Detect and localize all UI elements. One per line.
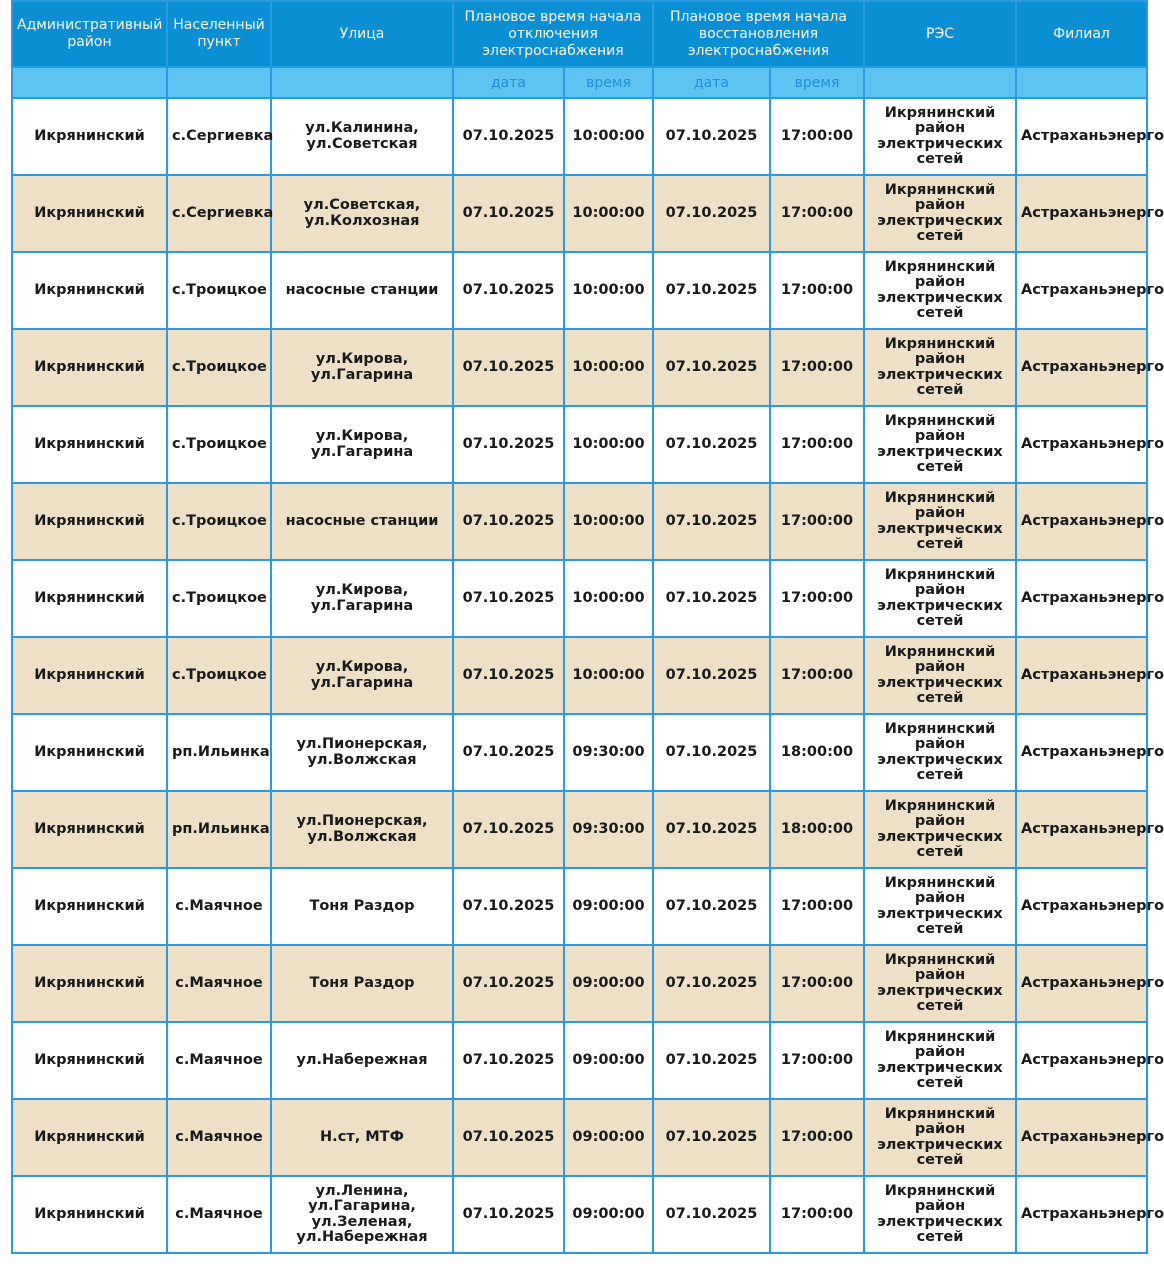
subheader-on-date: дата — [653, 67, 770, 98]
table-row — [12, 637, 1147, 714]
subheader-empty — [864, 67, 1016, 98]
cell-district: Икрянинский — [12, 714, 167, 791]
cell-district: Икрянинский — [12, 175, 167, 252]
cell-on-time: 18:00:00 — [770, 791, 864, 868]
cell-district: Икрянинский — [12, 329, 167, 406]
cell-on-date: 07.10.2025 — [653, 1099, 770, 1176]
subheader-row — [12, 67, 1147, 98]
cell-off-time: 09:30:00 — [564, 791, 653, 868]
subheader-off-date: дата — [453, 67, 564, 98]
table-row — [12, 329, 1147, 406]
cell-street: ул.Набережная — [271, 1022, 453, 1099]
cell-off-date: 07.10.2025 — [453, 714, 564, 791]
cell-off-date: 07.10.2025 — [453, 175, 564, 252]
cell-off-time: 09:00:00 — [564, 868, 653, 945]
cell-branch: Астраханьэнерго — [1016, 175, 1147, 252]
cell-district: Икрянинский — [12, 637, 167, 714]
cell-district: Икрянинский — [12, 252, 167, 329]
cell-off-time: 10:00:00 — [564, 329, 653, 406]
cell-street: ул.Кирова, ул.Гагарина — [271, 406, 453, 483]
cell-on-time: 17:00:00 — [770, 175, 864, 252]
cell-branch: Астраханьэнерго — [1016, 945, 1147, 1022]
cell-street: Тоня Раздор — [271, 868, 453, 945]
col-header-district: Административный район — [12, 1, 167, 67]
cell-locality: с.Троицкое — [167, 483, 271, 560]
cell-street: Тоня Раздор — [271, 945, 453, 1022]
table-row — [12, 868, 1147, 945]
cell-on-date: 07.10.2025 — [653, 98, 770, 175]
cell-off-time: 10:00:00 — [564, 560, 653, 637]
cell-off-time: 09:00:00 — [564, 1099, 653, 1176]
cell-off-time: 10:00:00 — [564, 252, 653, 329]
col-header-on-time: Плановое время начала восстановления электроснабжения — [653, 1, 864, 67]
col-header-street: Улица — [271, 1, 453, 67]
cell-on-date: 07.10.2025 — [653, 560, 770, 637]
table-row — [12, 98, 1147, 175]
cell-locality: с.Троицкое — [167, 252, 271, 329]
cell-locality: с.Троицкое — [167, 637, 271, 714]
cell-off-date: 07.10.2025 — [453, 791, 564, 868]
cell-street: ул.Кирова, ул.Гагарина — [271, 560, 453, 637]
cell-street: ул.Советская, ул.Колхозная — [271, 175, 453, 252]
cell-off-date: 07.10.2025 — [453, 1022, 564, 1099]
cell-on-date: 07.10.2025 — [653, 791, 770, 868]
cell-off-time: 10:00:00 — [564, 98, 653, 175]
table-row — [12, 252, 1147, 329]
cell-branch: Астраханьэнерго — [1016, 1099, 1147, 1176]
cell-on-time: 17:00:00 — [770, 1099, 864, 1176]
table-row — [12, 714, 1147, 791]
cell-res: Икрянинский район электрических сетей — [864, 1099, 1016, 1176]
cell-on-time: 17:00:00 — [770, 483, 864, 560]
table-row — [12, 483, 1147, 560]
cell-res: Икрянинский район электрических сетей — [864, 252, 1016, 329]
cell-on-date: 07.10.2025 — [653, 714, 770, 791]
cell-street: ул.Кирова, ул.Гагарина — [271, 329, 453, 406]
cell-street: ул.Кирова, ул.Гагарина — [271, 637, 453, 714]
cell-off-date: 07.10.2025 — [453, 252, 564, 329]
cell-on-time: 17:00:00 — [770, 406, 864, 483]
cell-res: Икрянинский район электрических сетей — [864, 98, 1016, 175]
cell-off-time: 09:00:00 — [564, 945, 653, 1022]
cell-locality: с.Маячное — [167, 1176, 271, 1253]
cell-locality: с.Троицкое — [167, 406, 271, 483]
cell-off-time: 09:00:00 — [564, 1022, 653, 1099]
cell-on-date: 07.10.2025 — [653, 868, 770, 945]
cell-on-date: 07.10.2025 — [653, 175, 770, 252]
cell-street: ул.Пионерская, ул.Волжская — [271, 791, 453, 868]
cell-off-date: 07.10.2025 — [453, 98, 564, 175]
cell-off-date: 07.10.2025 — [453, 406, 564, 483]
cell-locality: с.Маячное — [167, 945, 271, 1022]
cell-branch: Астраханьэнерго — [1016, 98, 1147, 175]
cell-locality: с.Маячное — [167, 1099, 271, 1176]
cell-district: Икрянинский — [12, 868, 167, 945]
cell-off-time: 10:00:00 — [564, 406, 653, 483]
subheader-on-time: время — [770, 67, 864, 98]
cell-on-time: 17:00:00 — [770, 868, 864, 945]
cell-res: Икрянинский район электрических сетей — [864, 560, 1016, 637]
cell-district: Икрянинский — [12, 1176, 167, 1253]
cell-res: Икрянинский район электрических сетей — [864, 1022, 1016, 1099]
cell-locality: с.Троицкое — [167, 560, 271, 637]
cell-locality: с.Сергиевка — [167, 98, 271, 175]
cell-branch: Астраханьэнерго — [1016, 1022, 1147, 1099]
cell-locality: с.Маячное — [167, 1022, 271, 1099]
subheader-empty — [1016, 67, 1147, 98]
cell-off-time: 09:00:00 — [564, 1176, 653, 1253]
cell-branch: Астраханьэнерго — [1016, 483, 1147, 560]
cell-district: Икрянинский — [12, 791, 167, 868]
cell-off-time: 09:30:00 — [564, 714, 653, 791]
cell-on-date: 07.10.2025 — [653, 1176, 770, 1253]
cell-res: Икрянинский район электрических сетей — [864, 945, 1016, 1022]
cell-on-time: 17:00:00 — [770, 560, 864, 637]
cell-on-date: 07.10.2025 — [653, 252, 770, 329]
cell-branch: Астраханьэнерго — [1016, 329, 1147, 406]
cell-locality: с.Троицкое — [167, 329, 271, 406]
cell-street: ул.Пионерская, ул.Волжская — [271, 714, 453, 791]
cell-street: насосные станции — [271, 483, 453, 560]
cell-res: Икрянинский район электрических сетей — [864, 329, 1016, 406]
cell-on-date: 07.10.2025 — [653, 329, 770, 406]
cell-on-time: 17:00:00 — [770, 98, 864, 175]
col-header-off-time: Плановое время начала отключения электроснабжения — [453, 1, 653, 67]
cell-district: Икрянинский — [12, 560, 167, 637]
table-row — [12, 1022, 1147, 1099]
cell-street: Н.ст, МТФ — [271, 1099, 453, 1176]
table-body — [12, 98, 1164, 1253]
cell-res: Икрянинский район электрических сетей — [864, 868, 1016, 945]
cell-on-date: 07.10.2025 — [653, 483, 770, 560]
header-row — [12, 1, 1147, 67]
cell-res: Икрянинский район электрических сетей — [864, 637, 1016, 714]
cell-off-date: 07.10.2025 — [453, 483, 564, 560]
cell-branch: Астраханьэнерго — [1016, 1176, 1147, 1253]
table-row — [12, 1176, 1147, 1253]
cell-district: Икрянинский — [12, 406, 167, 483]
outage-schedule-table — [11, 0, 1164, 1254]
cell-branch: Астраханьэнерго — [1016, 791, 1147, 868]
table-row — [12, 1099, 1147, 1176]
cell-off-date: 07.10.2025 — [453, 329, 564, 406]
cell-branch: Астраханьэнерго — [1016, 252, 1147, 329]
cell-off-date: 07.10.2025 — [453, 637, 564, 714]
cell-res: Икрянинский район электрических сетей — [864, 483, 1016, 560]
cell-res: Икрянинский район электрических сетей — [864, 1176, 1016, 1253]
table-row — [12, 945, 1147, 1022]
cell-on-time: 17:00:00 — [770, 252, 864, 329]
cell-locality: рп.Ильинка — [167, 714, 271, 791]
cell-locality: с.Маячное — [167, 868, 271, 945]
cell-on-time: 17:00:00 — [770, 637, 864, 714]
cell-res: Икрянинский район электрических сетей — [864, 714, 1016, 791]
cell-district: Икрянинский — [12, 483, 167, 560]
cell-street: ул.Калинина, ул.Советская — [271, 98, 453, 175]
cell-off-time: 10:00:00 — [564, 637, 653, 714]
cell-off-time: 10:00:00 — [564, 483, 653, 560]
cell-res: Икрянинский район электрических сетей — [864, 791, 1016, 868]
cell-on-time: 17:00:00 — [770, 1022, 864, 1099]
table-row — [12, 406, 1147, 483]
cell-on-date: 07.10.2025 — [653, 1022, 770, 1099]
cell-locality: с.Сергиевка — [167, 175, 271, 252]
cell-branch: Астраханьэнерго — [1016, 560, 1147, 637]
cell-district: Икрянинский — [12, 98, 167, 175]
table-row — [12, 560, 1147, 637]
cell-off-time: 10:00:00 — [564, 175, 653, 252]
cell-on-time: 17:00:00 — [770, 945, 864, 1022]
cell-off-date: 07.10.2025 — [453, 945, 564, 1022]
cell-on-date: 07.10.2025 — [653, 406, 770, 483]
col-header-branch: Филиал — [1016, 1, 1147, 67]
subheader-off-time: время — [564, 67, 653, 98]
cell-district: Икрянинский — [12, 1099, 167, 1176]
subheader-empty — [271, 67, 453, 98]
table-row — [12, 175, 1147, 252]
cell-street: насосные станции — [271, 252, 453, 329]
cell-locality: рп.Ильинка — [167, 791, 271, 868]
cell-res: Икрянинский район электрических сетей — [864, 406, 1016, 483]
subheader-empty — [167, 67, 271, 98]
cell-on-time: 17:00:00 — [770, 1176, 864, 1253]
col-header-locality: Населенный пункт — [167, 1, 271, 67]
cell-off-date: 07.10.2025 — [453, 1099, 564, 1176]
cell-on-time: 18:00:00 — [770, 714, 864, 791]
cell-street: ул.Ленина, ул.Гагарина, ул.Зеленая, ул.Набережная — [271, 1176, 453, 1253]
cell-off-date: 07.10.2025 — [453, 560, 564, 637]
cell-on-date: 07.10.2025 — [653, 637, 770, 714]
cell-district: Икрянинский — [12, 945, 167, 1022]
cell-off-date: 07.10.2025 — [453, 868, 564, 945]
table-row — [12, 791, 1147, 868]
cell-branch: Астраханьэнерго — [1016, 868, 1147, 945]
cell-branch: Астраханьэнерго — [1016, 406, 1147, 483]
cell-branch: Астраханьэнерго — [1016, 714, 1147, 791]
cell-on-date: 07.10.2025 — [653, 945, 770, 1022]
col-header-res: РЭС — [864, 1, 1016, 67]
cell-on-time: 17:00:00 — [770, 329, 864, 406]
cell-branch: Астраханьэнерго — [1016, 637, 1147, 714]
cell-district: Икрянинский — [12, 1022, 167, 1099]
cell-res: Икрянинский район электрических сетей — [864, 175, 1016, 252]
subheader-empty — [12, 67, 167, 98]
cell-off-date: 07.10.2025 — [453, 1176, 564, 1253]
